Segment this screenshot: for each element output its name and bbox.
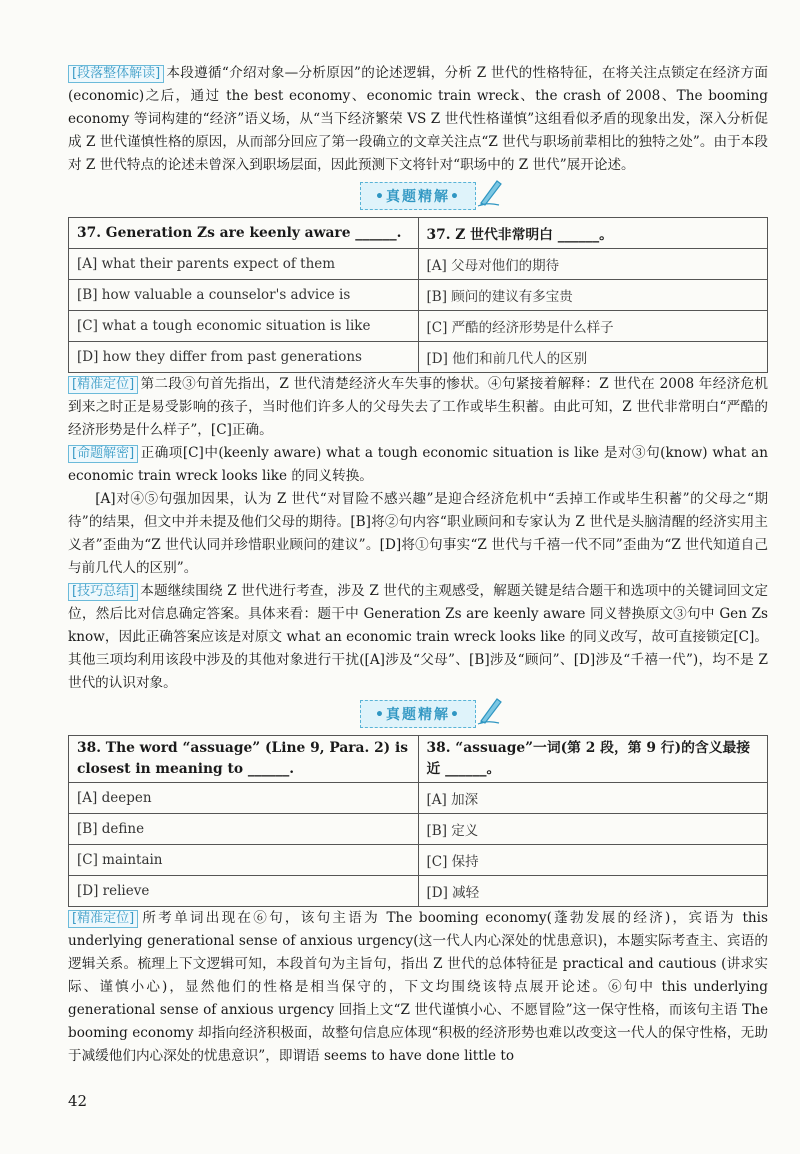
pen-icon xyxy=(477,695,505,725)
page-content xyxy=(68,62,768,1068)
q37-locate-tag: [精准定位] xyxy=(68,376,138,394)
q37-locate-text: 第二段③句首先指出，Z 世代清楚经济火车失事的惨状。④句紧接着解释：Z 世代在 2008 年经济危机到来之时正是易受影响的孩子，当时他们许多人的父母失去了工作或毕生积蓄。由此可知，Z 世代非常明白“严酷的经济形势是什么样子”，[C]正确。 xyxy=(68,376,768,438)
q37-option-b-zh: [B] 顾问的建议有多宝贵 xyxy=(418,280,768,311)
q37-distract-paragraph: [A]对④⑤句强加因果，认为 Z 世代“对冒险不感兴趣”是迎合经济危机中“丢掉工作或毕生积蓄”的父母之“期待”的结果，但文中并未提及他们父母的期待。[B]将②句内容“职业顾问和专家认为 Z 世代是头脑清醒的经济实用主义者”歪曲为“Z 世代认同并珍惜职业顾问的建议”。[D]将①句事实“Z 世代与千禧一代不同”歪曲为“Z 世代知道自己与前几代人的区别”。 xyxy=(68,491,768,576)
q37-option-a-en: [A] what their parents expect of them xyxy=(69,249,419,280)
q38-en-stem: 38. The word “assuage” (Line 9, Para. 2) is closest in meaning to ______. xyxy=(69,736,419,783)
overall-paragraph xyxy=(68,62,768,177)
q38-option-c-en: [C] maintain xyxy=(69,845,419,876)
q37-option-b-en: [B] how valuable a counselor's advice is xyxy=(69,280,419,311)
q38-locate-paragraph xyxy=(68,907,768,1068)
banner-1-label: •真题精解• xyxy=(375,189,461,205)
q37-decode-text: 正确项[C]中(keenly aware) what a tough economic situation is like 是对③句(know) what an economic train wreck looks like 的同义转换。 xyxy=(68,445,768,484)
q37-decode-tag: [命题解密] xyxy=(68,445,138,463)
question-38-table xyxy=(68,735,768,907)
q37-option-d-zh: [D] 他们和前几代人的区别 xyxy=(418,342,768,373)
q37-skill-paragraph xyxy=(68,580,768,695)
q38-option-d-zh: [D] 减轻 xyxy=(418,876,768,907)
q38-locate-tag: [精准定位] xyxy=(68,910,138,928)
q38-option-b-en: [B] define xyxy=(69,814,419,845)
q38-locate-text: 所考单词出现在⑥句，该句主语为 The booming economy(蓬勃发展的经济)，宾语为 this underlying generational sense of anxious urgency(这一代人内心深处的忧患意识)，本题实际考查主、宾语的逻辑关系。梳理上下文逻辑可知，本段首句为主旨句，指出 Z 世代的总体特征是 practical and cautious (讲求实际、谨慎小心)，显然他们的性格是相当保守的，下文均围绕该特点展开论述。⑥句中 this underlying generational sense of anxious urgency 回指上文“Z 世代谨慎小心、不愿冒险”这一保守性格，而该句主语 The booming economy 却指向经济积极面，故整句信息应体现“积极的经济形势也难以改变这一代人的保守性格，无助于减缓他们内心深处的忧患意识”，即谓语 seems to have done little to xyxy=(68,910,768,1064)
q38-option-b-zh: [B] 定义 xyxy=(418,814,768,845)
q38-option-a-zh: [A] 加深 xyxy=(418,783,768,814)
q38-zh-stem: 38. “assuage”一词(第 2 段，第 9 行)的含义最接近 ______。 xyxy=(418,736,768,783)
q37-decode-paragraph xyxy=(68,442,768,488)
q38-option-c-zh: [C] 保持 xyxy=(418,845,768,876)
pen-icon xyxy=(477,177,505,207)
q37-skill-text: 本题继续围绕 Z 世代进行考查，涉及 Z 世代的主观感受，解题关键是结合题干和选项中的关键词回文定位，然后比对信息确定答案。具体来看：题干中 Generation Zs are keenly aware 同义替换原文③句中 Gen Zs know，因此正确答案应该是对原文 what an economic train wreck looks like 的同义改写，故可直接锁定[C]。其他三项均利用该段中涉及的其他对象进行干扰([A]涉及“父母”、[B]涉及“顾问”、[D]涉及“千禧一代”)，均不是 Z 世代的认识对象。 xyxy=(68,583,768,691)
q37-option-d-en: [D] how they differ from past generations xyxy=(69,342,419,373)
question-37-table xyxy=(68,217,768,373)
page-number: 42 xyxy=(68,1092,88,1110)
q37-zh-stem: 37. Z 世代非常明白 ______。 xyxy=(418,218,768,249)
banner-2-label: •真题精解• xyxy=(375,707,461,723)
q38-option-d-en: [D] relieve xyxy=(69,876,419,907)
q37-skill-tag: [技巧总结] xyxy=(68,583,138,601)
q37-en-stem: 37. Generation Zs are keenly aware ______. xyxy=(69,218,419,249)
q37-locate-paragraph xyxy=(68,373,768,442)
overall-text: 本段遵循“介绍对象—分析原因”的论述逻辑，分析 Z 世代的性格特征，在将关注点锁定在经济方面(economic)之后，通过 the best economy、economic train wreck、the crash of 2008、The booming economy 等词构建的“经济”语义场，从“当下经济繁荣 VS Z 世代性格谨慎”这组看似矛盾的现象出发，深入分析促成 Z 世代谨慎性格的原因，从而部分回应了第一段确立的文章关注点“Z 世代与职场前辈相比的独特之处”。由于本段对 Z 世代特点的论述未曾深入到职场层面，因此预测下文将针对“职场中的 Z 世代”展开论述。 xyxy=(68,65,768,173)
q38-option-a-en: [A] deepen xyxy=(69,783,419,814)
q37-option-c-zh: [C] 严酷的经济形势是什么样子 xyxy=(418,311,768,342)
banner-2 xyxy=(68,700,768,730)
banner-1 xyxy=(68,182,768,212)
overall-tag: [段落整体解读] xyxy=(68,65,164,83)
q37-option-a-zh: [A] 父母对他们的期待 xyxy=(418,249,768,280)
q37-option-c-en: [C] what a tough economic situation is like xyxy=(69,311,419,342)
